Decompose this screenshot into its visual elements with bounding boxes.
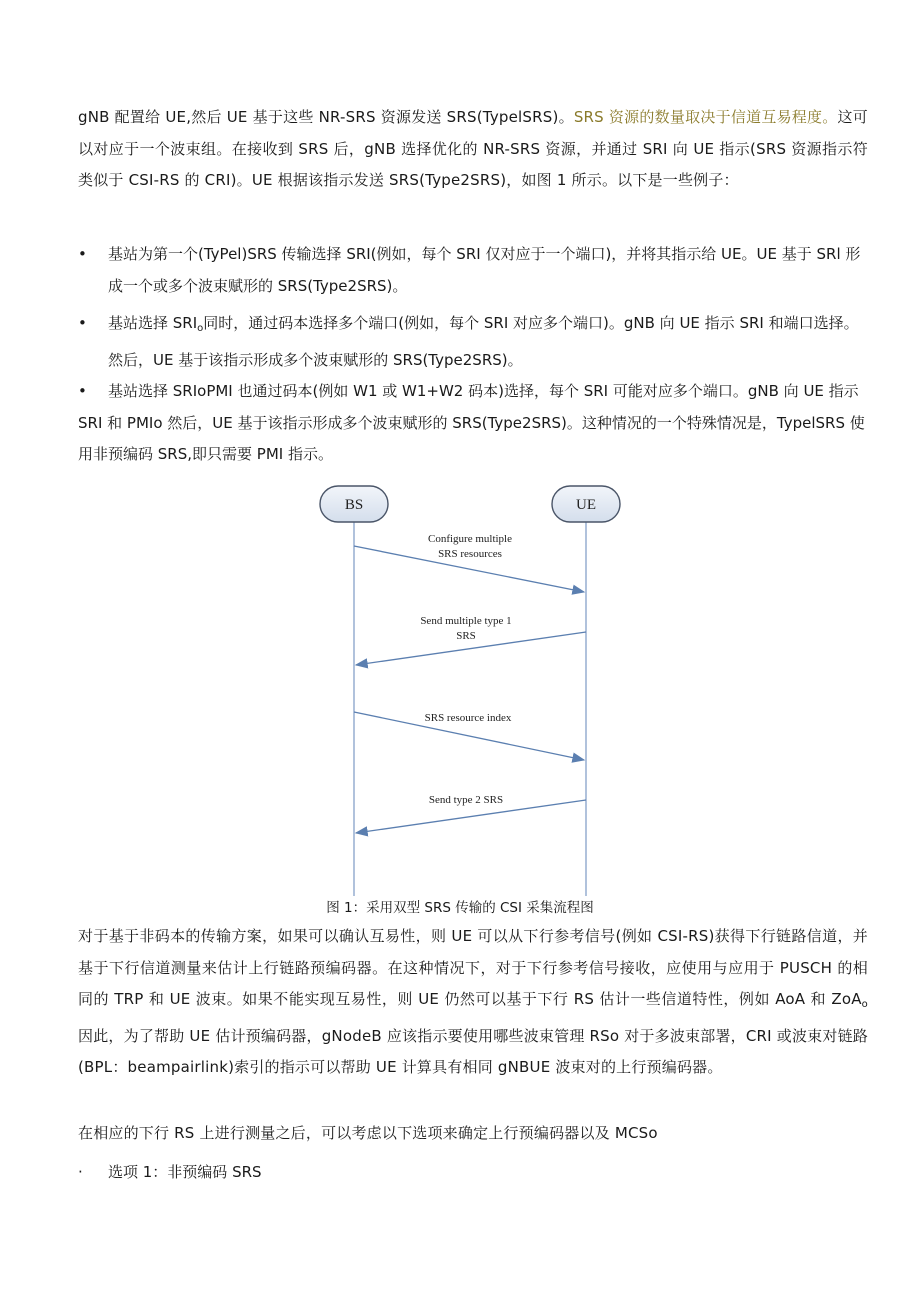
bullet-text-2b: 同时，通过码本选择多个端口(例如，每个 SRI 对应多个端口)。gNB 向 UE 指示 SRI 和端口选择。然后，UE 基于该指示形成多个波束赋形的 SRS(Type2SRS)。 — [108, 314, 859, 369]
bullet-text-2 — [108, 308, 868, 376]
message-1-line2: SRS resources — [438, 548, 502, 560]
message-2-line2: SRS — [456, 630, 476, 642]
bullet-marker-1: • — [78, 245, 87, 263]
intro-highlight-text: SRS 资源的数量取决于信道互易程度。 — [573, 108, 838, 126]
intro-text-1: gNB 配置给 UE,然后 UE 基于这些 NR-SRS 资源发送 SRS(TypelSRS)。 — [78, 108, 574, 126]
bs-label: BS — [344, 497, 364, 513]
figure-caption: 图 1：采用双型 SRS 传输的 CSI 采集流程图 — [326, 900, 594, 916]
intro-text-2: 这可以对应于一个波束组。在接收到 SRS 后，gNB 选择优化的 NR-SRS 资源，并通过 SRI 向 UE 指示(SRS 资源指示符类似于 CSI-RS 的 CRI)。UE 根据该指示发送 SRS(Type2SRS)，如图 1 所示。以下是一些例子： — [78, 108, 868, 189]
ue-label: UE — [576, 497, 596, 513]
body-paragraph-3: 在相应的下行 RS 上进行测量之后，可以考虑以下选项来确定上行预编码器以及 MCSo — [78, 1124, 658, 1142]
paragraph-2-text-a: 对于基于非码本的传输方案，如果可以确认互易性，则 UE 可以从下行参考信号(例如 CSI-RS)获得下行链路信道，并基于下行信道测量来估计上行链路预编码器。在这种情况下，对于下行参考信号接收，应使用与应用于 PUSCH 的相同的 TRP 和 UE 波束。如果不能实现互易性，则 UE 仍然可以基于下行 RS 估计一些信道特性，例如 AoA 和 ZoA — [78, 927, 868, 1008]
sequence-diagram — [300, 478, 630, 898]
bullet-marker-3: • — [78, 382, 87, 400]
message-1-line1: Configure multiple — [427, 533, 513, 545]
message-4-label: Send type 2 SRS — [428, 794, 504, 806]
bullet-text-1: 基站为第一个(TyPel)SRS 传输选择 SRI(例如，每个 SRI 仅对应于一个端口)，并将其指示给 UE。UE 基于 SRl 形成一个或多个波束赋形的 SRS(Type2SRS)。 — [108, 245, 861, 295]
bullet-text-3: 基站选择 SRIoPMI 也通过码本(例如 W1 或 W1+W2 码本)选择，每个 SRI 可能对应多个端口。gNB 向 UE 指示 SRI 和 PMIo 然后，UE 基于该指示形成多个波束赋形的 SRS(Type2SRS)。这种情况的一个特殊情况是，TypelSRS 使用非预编码 SRS,即只需要 PMI 指示。 — [78, 382, 865, 463]
intro-paragraph — [78, 102, 868, 197]
message-3-label: SRS resource index — [424, 712, 512, 724]
paragraph-2-text-b: 因此，为了帮助 UE 估计预编码器，gNodeB 应该指示要使用哪些波束管理 RSo 对于多波束部署，CRI 或波束对链路(BPL：beampairlink)索引的指示可以帮助 UE 计算具有相同 gNBUE 波束对的上行预编码器。 — [78, 1026, 868, 1076]
option-marker: · — [78, 1163, 83, 1181]
option-1-text: 选项 1：非预编码 SRS — [108, 1163, 262, 1181]
body-paragraph-2 — [78, 921, 868, 1084]
message-2-line1: Send multiple type 1 — [420, 615, 512, 627]
bullet-subscript: o — [197, 323, 204, 334]
bullet-text-2a: 基站选择 SRI — [108, 314, 198, 332]
bullet-marker-2: • — [78, 314, 87, 332]
paragraph-2-subscript: o — [861, 999, 868, 1010]
